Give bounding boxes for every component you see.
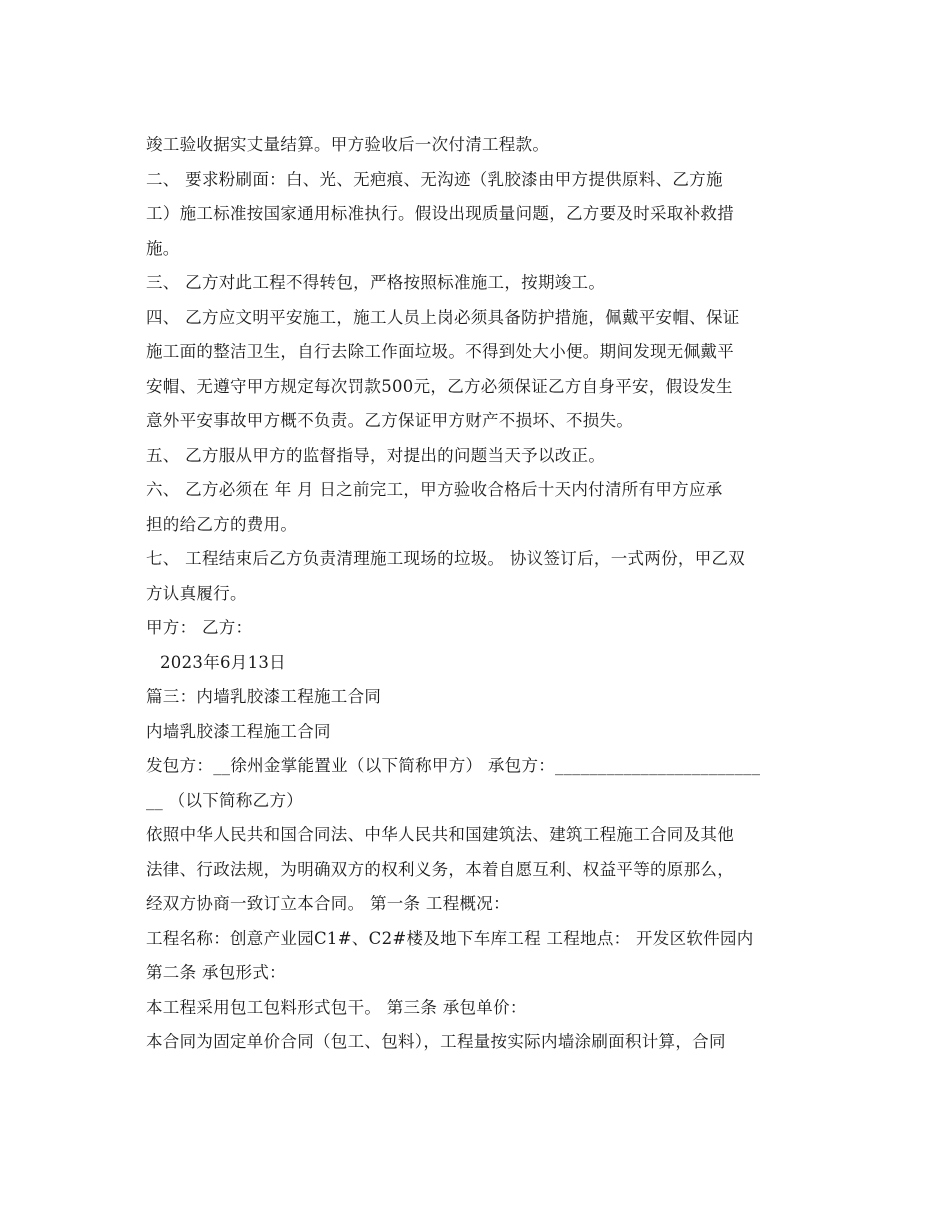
text-line: 本工程采用包工包料形式包干。 第三条 承包单价： [146, 997, 527, 1017]
text-line: 意外平安事故甲方概不负责。乙方保证甲方财产不损坏、不损失。 [146, 411, 634, 430]
signature-parties: 甲方： 乙方： [146, 618, 253, 637]
section-heading: 篇三：内墙乳胶漆工程施工合同 [146, 687, 382, 706]
text-line: 经双方协商一致订立本合同。 第一条 工程概况： [146, 894, 510, 913]
text-line: 本合同为固定单价合同（包工、包料），工程量按实际内墙涂刷面积计算，合同 [146, 1032, 726, 1051]
text-line: 七、 工程结束后乙方负责清理施工现场的垃圾。 协议签订后，一式两份，甲乙双 [146, 549, 746, 568]
text-line: 施。 [146, 238, 180, 258]
text-line: 工）施工标准按国家通用标准执行。假设出现质量问题，乙方要及时采取补救措 [146, 204, 734, 223]
text-line: 担的给乙方的费用。 [146, 514, 298, 534]
text-line: 依照中华人民共和国合同法、中华人民共和国建筑法、建筑工程施工合同及其他 [146, 825, 734, 844]
text-line: 发包方：__徐州金掌能置业（以下简称甲方） 承包方：________________________ [146, 756, 761, 775]
text-line: 四、 乙方应文明平安施工，施工人员上岗必须具备防护措施，佩戴平安帽、保证 [146, 307, 740, 327]
text-line: 二、 要求粉刷面：白、光、无疤痕、无沟迹（乳胶漆由甲方提供原料、乙方施 [146, 169, 723, 189]
document-body [146, 128, 811, 1060]
contract-title: 内墙乳胶漆工程施工合同 [146, 721, 331, 741]
text-line: 三、 乙方对此工程不得转包，严格按照标准施工，按期竣工。 [146, 273, 606, 292]
text-line: 施工面的整洁卫生，自行去除工作面垃圾。不得到处大小便。期间发现无佩戴平 [146, 342, 734, 361]
text-line: 五、 乙方服从甲方的监督指导，对提出的问题当天予以改正。 [146, 445, 606, 465]
text-line: 竣工验收据实丈量结算。甲方验收后一次付清工程款。 [146, 135, 550, 154]
text-line: 第二条 承包形式： [146, 963, 286, 982]
text-line: 安帽、无遵守甲方规定每次罚款500元，乙方必须保证乙方自身平安，假设发生 [146, 376, 733, 396]
text-line: 法律、行政法规，为明确双方的权利义务，本着自愿互利、权益平等的原那么， [146, 859, 734, 879]
text-line: __ （以下简称乙方） [146, 790, 304, 810]
text-line: 六、 乙方必须在 年 月 日之前完工，甲方验收合格后十天内付清所有甲方应承 [146, 480, 723, 499]
text-line: 工程名称：创意产业园C1#、C2#楼及地下车库工程 工程地点： 开发区软件园内 [146, 928, 754, 948]
signature-date: 2023年6月13日 [160, 652, 286, 672]
text-line: 方认真履行。 [146, 583, 247, 603]
